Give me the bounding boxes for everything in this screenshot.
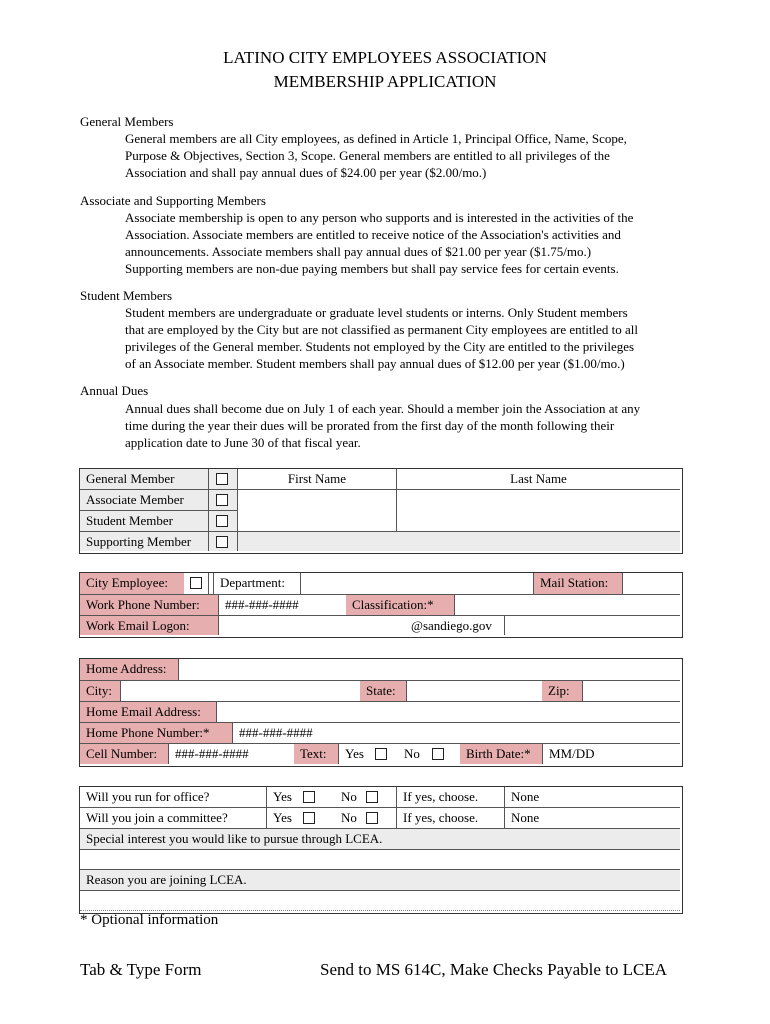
student-member-checkbox[interactable] [216, 515, 228, 527]
home-address-input[interactable] [179, 659, 680, 680]
home-email-input[interactable] [217, 702, 680, 722]
home-phone-input[interactable]: ###-###-#### [239, 725, 313, 740]
city-employee-checkbox[interactable] [190, 577, 202, 589]
home-address-label: Home Address: [80, 659, 178, 680]
home-phone-label: Home Phone Number:* [80, 723, 232, 743]
state-input[interactable] [407, 681, 541, 701]
classification-input[interactable] [455, 595, 680, 615]
committee-yes-label: Yes [273, 810, 292, 825]
footer-right: Send to MS 614C, Make Checks Payable to LCEA [320, 960, 668, 979]
committee-select[interactable]: None [511, 810, 540, 825]
membership-general-label: General Member [80, 469, 208, 489]
text-yes-label: Yes [345, 746, 364, 761]
text-no-checkbox[interactable] [432, 748, 444, 760]
work-email-input[interactable] [219, 616, 405, 635]
run-office-yes-label: Yes [273, 789, 292, 804]
cell-number-input[interactable]: ###-###-#### [175, 746, 249, 761]
supporting-member-checkbox[interactable] [216, 536, 228, 548]
footer-left: Tab & Type Form [80, 960, 202, 979]
general-member-checkbox[interactable] [216, 473, 228, 485]
committee-no-label: No [341, 810, 357, 825]
section-text-associate: Associate membership is open to any person who supports and is interested in the activities of the Association. Associate members are entitled to receive notice of the Association's activities and announcements. Associate members shall pay annual dues of $21.00 per year ($1.75/mo.) Supporting members are non-due paying members but shall pay service fees for certain events. [125, 210, 634, 276]
committee-question: Will you join a committee? [86, 810, 228, 825]
cell-number-label: Cell Number: [80, 744, 168, 764]
last-name-input[interactable] [397, 490, 680, 530]
section-text-student: Student members are undergraduate or graduate level students or interns. Only Student members that are employed by the City but are not classified as permanent City employees are entitled to all privileges of the General member. Students not employed by the City are entitled to the privileges of an Associate member. Student members shall pay annual dues of $12.00 per year ($1.00/mo.) [125, 305, 638, 371]
section-heading-general: General Members [80, 114, 174, 129]
reason-input[interactable] [80, 891, 680, 911]
run-office-no-checkbox[interactable] [366, 791, 378, 803]
special-interest-label: Special interest you would like to pursue through LCEA. [80, 829, 680, 849]
membership-supporting-label: Supporting Member [80, 532, 208, 551]
text-no-label: No [404, 746, 420, 761]
run-office-select[interactable]: None [511, 789, 540, 804]
committee-yes-checkbox[interactable] [303, 812, 315, 824]
work-phone-label: Work Phone Number: [80, 595, 218, 615]
department-label: Department: [220, 575, 285, 590]
work-phone-input[interactable]: ###-###-#### [225, 597, 299, 612]
city-input[interactable] [121, 681, 359, 701]
section-heading-associate: Associate and Supporting Members [80, 193, 266, 208]
run-office-question: Will you run for office? [86, 789, 210, 804]
reason-label: Reason you are joining LCEA. [80, 870, 680, 890]
section-heading-student: Student Members [80, 288, 173, 303]
city-label: City: [80, 681, 120, 701]
text-yes-checkbox[interactable] [375, 748, 387, 760]
city-employee-label: City Employee: [80, 573, 184, 594]
run-office-no-label: No [341, 789, 357, 804]
run-office-yes-checkbox[interactable] [303, 791, 315, 803]
membership-student-label: Student Member [80, 511, 208, 531]
run-office-if-yes: If yes, choose. [403, 789, 479, 804]
section-heading-dues: Annual Dues [80, 383, 149, 398]
form-title: LATINO CITY EMPLOYEES ASSOCIATION [223, 48, 547, 67]
department-input[interactable] [301, 573, 533, 594]
work-email-label: Work Email Logon: [80, 616, 218, 635]
text-label: Text: [294, 744, 338, 764]
committee-if-yes: If yes, choose. [403, 810, 479, 825]
mail-station-label: Mail Station: [534, 573, 622, 594]
section-text-dues: Annual dues shall become due on July 1 of each year. Should a member join the Association at any time during the year their dues will be prorated from the first day of the month following their application date to June 30 of that fiscal year. [125, 401, 641, 450]
home-email-label: Home Email Address: [80, 702, 216, 722]
classification-label: Classification:* [346, 595, 454, 615]
committee-no-checkbox[interactable] [366, 812, 378, 824]
email-domain: @sandiego.gov [411, 618, 492, 633]
form-subtitle: MEMBERSHIP APPLICATION [273, 72, 497, 91]
first-name-input[interactable] [238, 490, 395, 530]
last-name-header: Last Name [510, 471, 567, 486]
mail-station-input[interactable] [623, 573, 680, 594]
associate-member-checkbox[interactable] [216, 494, 228, 506]
section-text-general: General members are all City employees, as defined in Article 1, Principal Office, Name, Scope, Purpose & Objectives, Section 3, Scope. General members are entitled to all privileges of the Association and shall pay annual dues of $24.00 per year ($2.00/mo.) [125, 131, 627, 180]
state-label: State: [360, 681, 406, 701]
optional-note: * Optional information [80, 912, 219, 928]
zip-label: Zip: [542, 681, 582, 701]
membership-associate-label: Associate Member [80, 490, 208, 510]
zip-input[interactable] [583, 681, 680, 701]
birth-date-input[interactable]: MM/DD [549, 746, 595, 761]
first-name-header: First Name [287, 471, 347, 486]
birth-date-label: Birth Date:* [460, 744, 542, 764]
special-interest-input[interactable] [80, 850, 680, 869]
